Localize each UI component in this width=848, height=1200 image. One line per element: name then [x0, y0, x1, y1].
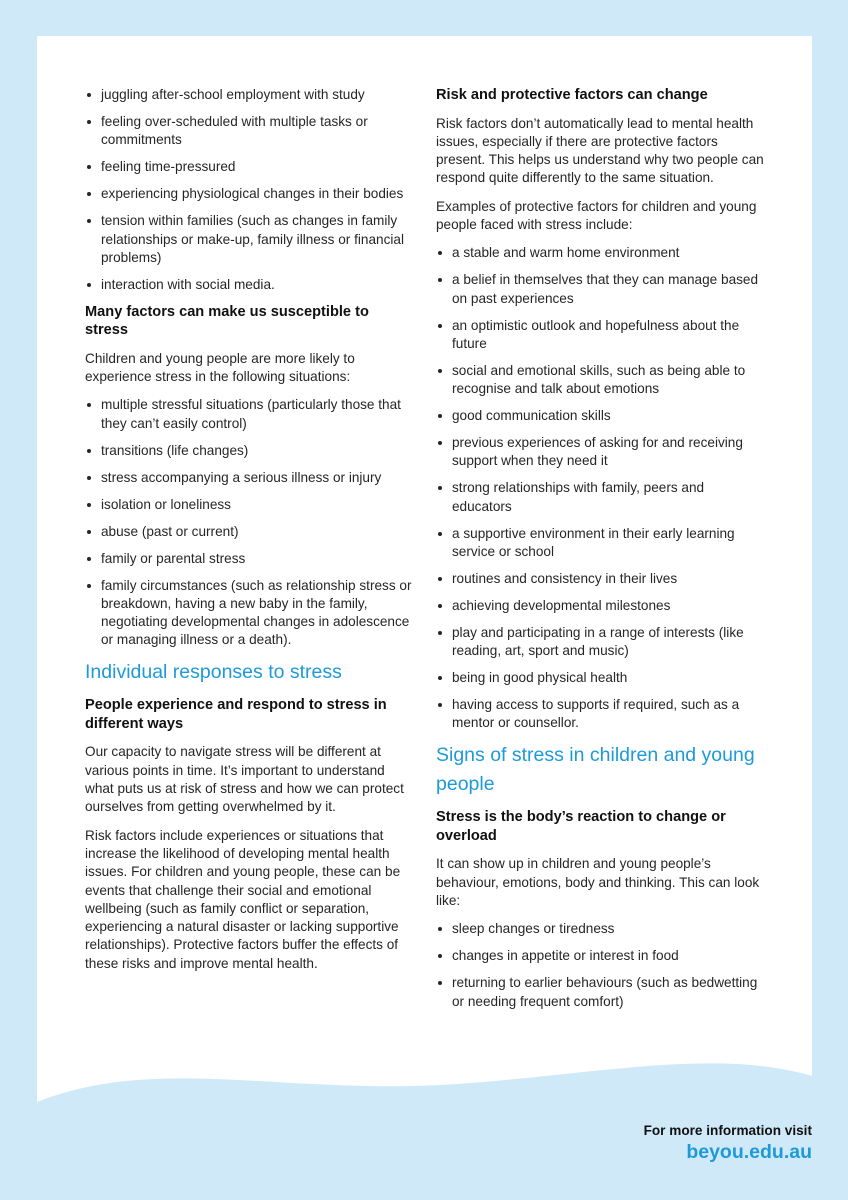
signs-intro: It can show up in children and young people’s behaviour, emotions, body and thinking. This can look like: — [436, 856, 760, 909]
list-item: play and participating in a range of interests (like reading, art, sport and music) — [436, 624, 766, 661]
list-item: sleep changes or tiredness — [436, 920, 766, 938]
section-heading-individual-responses: Individual responses to stress — [85, 661, 342, 684]
list-item: achieving developmental milestones — [436, 597, 766, 615]
list-item: a belief in themselves that they can manage based on past experiences — [436, 271, 766, 308]
list-item: juggling after-school employment with study — [85, 86, 415, 104]
protective-factors-list — [436, 244, 766, 732]
list-item: family circumstances (such as relationship stress or breakdown, having a new baby in the family, negotiating developmental changes in adolescence or managing illness or a death). — [85, 577, 415, 650]
list-item: feeling over-scheduled with multiple tasks or commitments — [85, 113, 415, 150]
footer-label: For more information visit — [643, 1123, 812, 1138]
list-item: stress accompanying a serious illness or injury — [85, 469, 415, 487]
list-item: good communication skills — [436, 407, 766, 425]
left-column — [85, 86, 415, 983]
signs-subheading: Stress is the body’s reaction to change or overload — [436, 809, 726, 844]
list-item: strong relationships with family, peers and educators — [436, 479, 766, 516]
list-item: abuse (past or current) — [85, 523, 415, 541]
list-item: multiple stressful situations (particularly those that they can’t easily control) — [85, 396, 415, 433]
susceptible-heading: Many factors can make us susceptible to stress — [85, 303, 369, 339]
signs-list — [436, 920, 766, 1011]
footer-url-link[interactable]: beyou.edu.au — [686, 1141, 812, 1163]
list-item: feeling time-pressured — [85, 158, 415, 176]
responses-paragraph-1: Our capacity to navigate stress will be different at various points in time. It’s important to understand what puts us at risk of stress and how we can protect ourselves from getting overwhelmed by it. — [85, 744, 404, 815]
susceptible-intro: Children and young people are more likely to experience stress in the following situations: — [85, 350, 355, 385]
list-item: social and emotional skills, such as being able to recognise and talk about emotions — [436, 362, 766, 399]
list-item: returning to earlier behaviours (such as bedwetting or needing frequent comfort) — [436, 974, 766, 1011]
footer — [644, 1122, 812, 1164]
list-item: transitions (life changes) — [85, 442, 415, 460]
list-item: being in good physical health — [436, 669, 766, 687]
list-item: previous experiences of asking for and receiving support when they need it — [436, 434, 766, 471]
list-item: a supportive environment in their early learning service or school — [436, 525, 766, 562]
change-paragraph-2: Examples of protective factors for children and young people faced with stress include: — [436, 198, 757, 232]
susceptible-list — [85, 396, 415, 649]
section-heading-signs-of-stress: Signs of stress in children and young people — [436, 744, 755, 796]
right-column — [436, 86, 766, 1020]
list-item: routines and consistency in their lives — [436, 570, 766, 588]
responses-subheading: People experience and respond to stress in different ways — [85, 697, 387, 732]
responses-paragraph-2: Risk factors include experiences or situations that increase the likelihood of developing mental health issues. For children and young people, these can be events that challenge their social and emotional wellbeing (such as family conflict or separation, experiencing a natural disaster or lacking supportive relationships). Protective factors buffer the effects of these risks and improve mental health. — [85, 827, 401, 971]
list-item: changes in appetite or interest in food — [436, 947, 766, 965]
change-paragraph-1: Risk factors don’t automatically lead to mental health issues, especially if there are protective factors present. This helps us understand why two people can respond quite differently to the same situation. — [436, 115, 764, 186]
list-item: interaction with social media. — [85, 276, 415, 294]
list-item: a stable and warm home environment — [436, 244, 766, 262]
stress-situations-list — [85, 86, 415, 294]
list-item: isolation or loneliness — [85, 496, 415, 514]
list-item: family or parental stress — [85, 550, 415, 568]
list-item: tension within families (such as changes in family relationships or make-up, family illness or financial problems) — [85, 212, 415, 267]
page-sheet — [37, 36, 812, 1164]
list-item: an optimistic outlook and hopefulness about the future — [436, 317, 766, 354]
list-item: having access to supports if required, such as a mentor or counsellor. — [436, 696, 766, 733]
change-heading: Risk and protective factors can change — [436, 87, 708, 103]
list-item: experiencing physiological changes in their bodies — [85, 185, 415, 203]
